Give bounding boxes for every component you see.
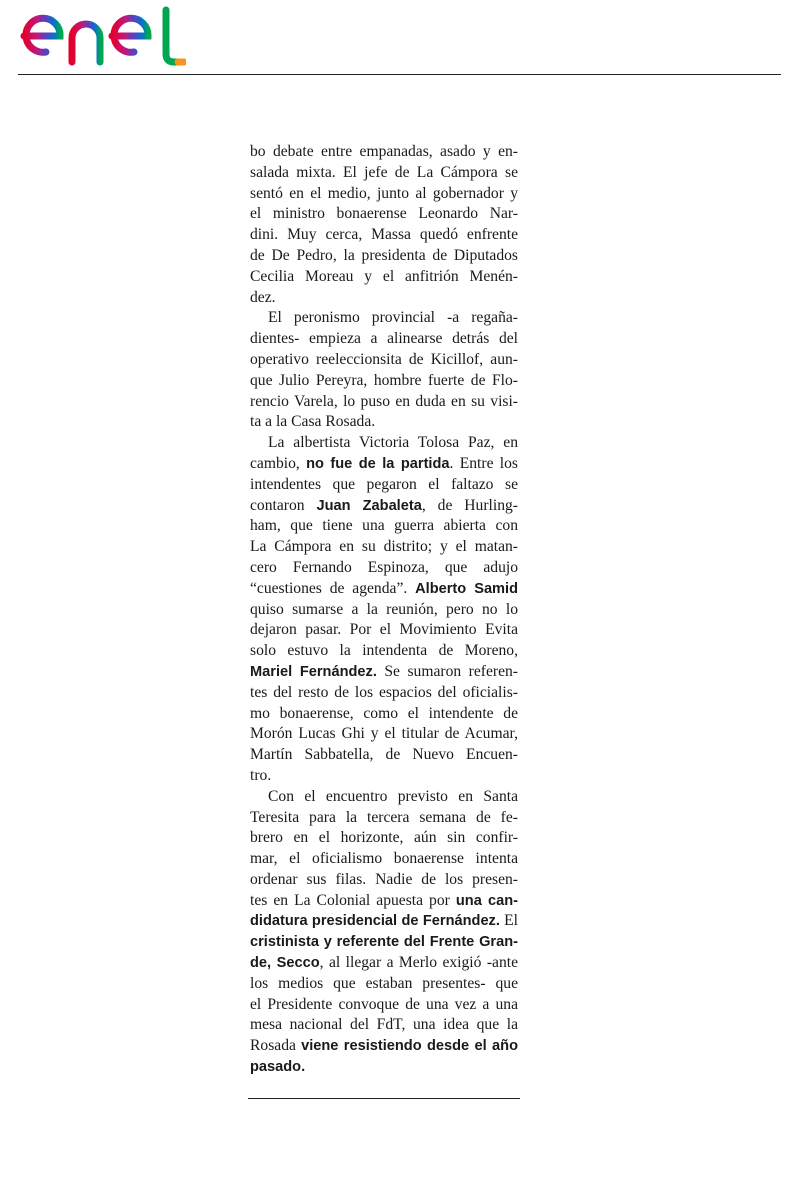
body-text: intendentes que pegaron el faltazo se (250, 475, 518, 493)
body-text: Morón Lucas Ghi y el titular de Acumar, (250, 725, 518, 743)
article-line (250, 1015, 518, 1036)
article-line (250, 225, 518, 246)
article-line (250, 371, 518, 392)
body-text: mo bonaerense, como el intendente de (250, 704, 518, 722)
body-text: , de Hurling- (421, 496, 518, 514)
body-text: salada mixta. El jefe de La Cámpora se (250, 163, 518, 181)
article-line (250, 704, 518, 725)
bold-text: Mariel Fernández. (250, 663, 377, 680)
article-line (250, 724, 518, 745)
article-line (250, 828, 518, 849)
article-line (250, 808, 518, 829)
article-line (250, 1036, 518, 1057)
body-text: los medios que estaban presentes- que (250, 974, 518, 992)
body-text: El (499, 912, 518, 930)
article-line (250, 142, 518, 163)
bold-text: viene resistiendo desde el año (301, 1038, 518, 1055)
body-text: Martín Sabbatella, de Nuevo Encuen- (250, 746, 518, 764)
body-text: cambio, (250, 454, 307, 472)
article-line (250, 891, 518, 912)
article-line (250, 579, 518, 600)
body-text: dez. (250, 288, 276, 306)
body-text: Teresita para la tercera semana de fe- (250, 808, 518, 826)
article-line (250, 246, 518, 267)
body-text: , al llegar a Merlo exigió -ante (319, 954, 519, 972)
article-line (250, 745, 518, 766)
body-text: “cuestiones de agenda”. (250, 579, 416, 597)
article-line (250, 329, 518, 350)
body-text: mar, el oficialismo bonaerense intenta (250, 850, 518, 868)
article-line (250, 288, 518, 309)
article-line (250, 267, 518, 288)
article-line (250, 308, 518, 329)
article-line (250, 995, 518, 1016)
body-text: el ministro bonaerense Leonardo Nar- (250, 205, 518, 223)
article-line (250, 350, 518, 371)
bold-text: no fue de la partida (306, 455, 450, 472)
article-line (250, 184, 518, 205)
article-line (250, 1057, 518, 1078)
body-text: bo debate entre empanadas, asado y en- (250, 143, 518, 160)
body-text: operativo reeleccionsita de Kicillof, aun- (250, 350, 518, 368)
enel-logo (16, 6, 186, 68)
article-line (250, 516, 518, 537)
article-line (250, 475, 518, 496)
bold-text: cristinista y referente del Frente Gran- (250, 934, 518, 951)
body-text: Cecilia Moreau y el anfitrión Menén- (250, 267, 518, 285)
body-text: que Julio Pereyra, hombre fuerte de Flo- (250, 371, 518, 389)
bold-text: pasado. (250, 1059, 306, 1076)
bold-text: una can- (455, 892, 518, 909)
bold-text: didatura presidencial de Fernández. (250, 913, 500, 930)
body-text: tro. (250, 766, 272, 784)
body-text: brero en el horizonte, aún sin confir- (250, 829, 518, 847)
article-line (250, 204, 518, 225)
body-text: contaron (250, 496, 317, 514)
article-line (250, 433, 518, 454)
body-text: Se sumaron referen- (376, 662, 518, 680)
bold-text: Juan Zabaleta (316, 497, 422, 514)
article-column (250, 142, 518, 1078)
article-line (250, 662, 518, 683)
article-line (250, 932, 518, 953)
body-text: La Cámpora en su distrito; y el matan- (250, 538, 518, 556)
body-text: de De Pedro, la presidenta de Diputados (250, 246, 518, 264)
body-text: mesa nacional del FdT, una idea que la (250, 1016, 518, 1034)
enel-logo-mark (16, 6, 186, 68)
body-text: ta a la Casa Rosada. (250, 413, 376, 431)
bold-text: Alberto Samid (415, 580, 519, 597)
article-line (250, 412, 518, 433)
body-text: quiso sumarse a la reunión, pero no lo (250, 600, 518, 618)
article-line (250, 537, 518, 558)
body-text: ordenar sus filas. Nadie de los presen- (250, 870, 518, 888)
article-line (250, 392, 518, 413)
body-text: solo estuvo la intendenta de Moreno, (250, 642, 518, 660)
body-text: el Presidente convoque de una vez a una (250, 995, 518, 1013)
article-line (250, 558, 518, 579)
article-line (250, 766, 518, 787)
article-line (250, 600, 518, 621)
body-text: Rosada (250, 1037, 302, 1055)
article-end-rule (248, 1098, 520, 1099)
article-line (250, 870, 518, 891)
article-line (250, 953, 518, 974)
body-text: Con el encuentro previsto en Santa (268, 787, 518, 805)
bold-text: de, Secco (250, 955, 320, 972)
body-text: La albertista Victoria Tolosa Paz, en (268, 434, 518, 452)
body-text: tes del resto de los espacios del oficialis- (250, 683, 518, 701)
body-text: dini. Muy cerca, Massa quedó enfrente (250, 226, 518, 244)
article-line (250, 787, 518, 808)
article-line (250, 454, 518, 475)
body-text: sentó en el medio, junto al gobernador y (250, 184, 518, 202)
article-line (250, 620, 518, 641)
body-text: dejaron pasar. Por el Movimiento Evita (250, 621, 518, 639)
body-text: dientes- empieza a alinearse detrás del (250, 330, 518, 348)
article-line (250, 911, 518, 932)
article-line (250, 683, 518, 704)
body-text: tes en La Colonial apuesta por (250, 891, 456, 909)
body-text: rencio Varela, lo puso en duda en su visi- (250, 392, 518, 410)
article-line (250, 974, 518, 995)
body-text: cero Fernando Espinoza, que adujo (250, 558, 518, 576)
article-line (250, 641, 518, 662)
body-text: ham, que tiene una guerra abierta con (250, 517, 518, 535)
header-divider (18, 74, 781, 75)
article-line (250, 496, 518, 517)
body-text: El peronismo provincial -a regaña- (268, 309, 518, 327)
article-line (250, 849, 518, 870)
article-line (250, 163, 518, 184)
body-text: . Entre los (449, 454, 519, 472)
